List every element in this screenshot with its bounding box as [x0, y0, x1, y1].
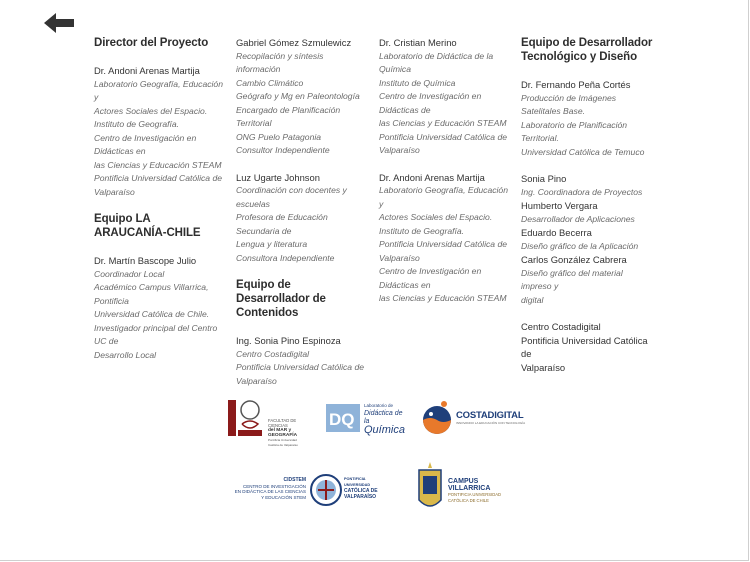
- person-role: Coordinación con docentes y escuelas: [236, 185, 347, 209]
- person-name: Luz Ugarte Johnson: [236, 171, 320, 183]
- person-role: Desarrollo Local: [94, 349, 157, 360]
- person-role: Laboratorio Geografía, Educación y: [379, 185, 508, 209]
- person-role: Desarrollador de Aplicaciones: [521, 213, 635, 224]
- person-block: [521, 78, 655, 159]
- person-role: Lengua y literatura: [236, 239, 308, 249]
- person-role: Académico Campus Villarrica, Pontificia: [94, 282, 209, 306]
- person-role: Producción de Imágenes Satelitales Base.: [521, 92, 617, 116]
- org-line: Pontificia Universidad Católica de: [521, 334, 648, 359]
- person-name: Gabriel Gómez Szmulewicz: [236, 37, 352, 48]
- person-role: Diseño gráfico de la Aplicación: [521, 240, 639, 251]
- org-line: Valparaíso: [521, 361, 566, 373]
- person-name: Dr. Andoni Arenas Martija: [379, 171, 485, 183]
- person-role: Instituto de Geografía.: [379, 225, 465, 236]
- cidstem-title: CIDSTEM: [283, 477, 306, 483]
- person-name: Eduardo Becerra: [521, 227, 592, 238]
- person-role: Valparaíso: [236, 375, 277, 386]
- geografia-emblem-icon: [226, 396, 266, 440]
- pucv-line: UNIVERSIDAD: [344, 483, 371, 487]
- logo-campus-villarrica: [416, 460, 520, 518]
- pucv-line: CATÓLICA DE: [344, 488, 378, 494]
- person-role: Actores Sociales del Espacio.: [94, 105, 208, 116]
- person-role: Centro de Investigación en Didácticas en: [379, 266, 482, 290]
- person-role: Laboratorio Geografía, Educación y: [94, 78, 223, 102]
- cidstem-line: Y EDUCACIÓN STEM: [261, 494, 306, 500]
- credits-column-2: [236, 36, 366, 401]
- person-role: Encargado de Planificación Territorial: [236, 104, 341, 128]
- person-role: Pontificia Universidad Católica de: [379, 131, 508, 142]
- villarrica-line: CATÓLICA DE CHILE: [448, 497, 489, 503]
- person-role: Diseño gráfico del material impreso y: [521, 267, 623, 291]
- geo-line: del MAR y GEOGRAFÍA: [268, 428, 298, 438]
- logo-costadigital: [422, 398, 528, 442]
- costadigital-globe-icon: [422, 398, 454, 440]
- person-role: Universidad Católica de Temuco: [521, 146, 645, 157]
- cidstem-line: EN DIDÁCTICA DE LAS CIENCIAS: [234, 489, 306, 494]
- person-name: Carlos González Cabrera: [521, 254, 627, 265]
- person-name: Dr. Cristian Merino: [379, 37, 457, 48]
- person-role: las Ciencias y Educación STEAM: [379, 293, 507, 303]
- person-role: Pontificia Universidad Católica de: [379, 239, 508, 249]
- geo-line: Pontificia Universidad Católica de Valparaíso: [268, 438, 298, 447]
- person-role: Centro Costadigital: [236, 348, 310, 359]
- person-role: Laboratorio de Didáctica de la Química: [379, 50, 494, 74]
- person-role: Instituto de Química: [379, 77, 456, 88]
- person-role: Actores Sociales del Espacio.: [379, 212, 493, 222]
- section-title-contenidos: Equipo de Desarrollador de Contenidos: [236, 279, 326, 319]
- section-title-director: Director del Proyecto: [94, 37, 209, 49]
- svg-text:DQ: DQ: [329, 410, 355, 429]
- person-block: [379, 36, 513, 158]
- person-role: Investigador principal del Centro UC de: [94, 322, 218, 346]
- villarrica-line: PONTIFICIA UNIVERSIDAD: [448, 492, 502, 497]
- person-role: Geógrafo y Mg en Paleontología: [236, 91, 360, 101]
- costadigital-name: COSTADIGITAL: [456, 410, 524, 421]
- logo-cidstem-pucv: [232, 462, 382, 518]
- person-block: [94, 64, 224, 199]
- person-role: las Ciencias y Educación STEAM: [379, 118, 507, 128]
- person-role: Cambio Climático: [236, 77, 304, 88]
- person-block: [94, 254, 224, 362]
- person-role: Recopilación y síntesis información: [236, 50, 324, 74]
- person-block: [236, 334, 366, 388]
- credits-column-3: [379, 36, 513, 319]
- quimica-dq-icon: [326, 400, 362, 436]
- person-role: Centro de Investigación en Didácticas de: [379, 91, 482, 115]
- costadigital-tagline: INNOVANDO LA EDUCACIÓN CON TECNOLOGÍA: [456, 421, 526, 425]
- quimica-line: Laboratorio de: [364, 403, 394, 408]
- person-role: Coordinador Local: [94, 268, 165, 279]
- person-name: Dr. Andoni Arenas Martija: [94, 65, 200, 76]
- person-role: Pontificia Universidad Católica de: [94, 173, 223, 183]
- person-role: Laboratorio de Planificación Territorial.: [521, 119, 628, 143]
- quimica-line: Química: [364, 424, 405, 436]
- person-name: Dr. Martín Bascope Julio: [94, 255, 197, 266]
- org-line: Centro Costadigital: [521, 321, 601, 332]
- pucv-line: VALPARAÍSO: [344, 494, 377, 500]
- credits-column-4: [521, 36, 655, 387]
- logo-quimica: [326, 400, 406, 440]
- geo-line: FACULTAD DE CIENCIAS: [268, 418, 297, 428]
- section-title-araucania: Equipo LA ARAUCANÍA-CHILE: [94, 213, 201, 239]
- person-role: ONG Puelo Patagonia: [236, 131, 322, 142]
- credits-column-1: [94, 36, 224, 375]
- person-block: [236, 171, 366, 266]
- person-name: Ing. Sonia Pino Espinoza: [236, 335, 341, 346]
- person-role: Instituto de Geografía.: [94, 119, 180, 129]
- pucv-line: PONTIFICIA: [344, 477, 366, 481]
- pucv-crest-icon: [310, 464, 342, 516]
- person-name: Dr. Fernando Peña Cortés: [521, 79, 631, 90]
- back-arrow-icon[interactable]: [44, 12, 74, 34]
- person-role: Profesora de Educación Secundaria de: [236, 212, 328, 236]
- person-name: Sonia Pino: [521, 173, 567, 184]
- person-role: Consultor Independiente: [236, 145, 330, 155]
- person-role: Consultora Independiente: [236, 252, 335, 263]
- person-block: [521, 172, 655, 307]
- person-block: [236, 36, 366, 158]
- org-block: [521, 320, 655, 374]
- person-block: [379, 171, 513, 306]
- cidstem-line: CENTRO DE INVESTIGACIÓN: [242, 483, 306, 489]
- person-role: Universidad Católica de Chile.: [94, 309, 210, 319]
- quimica-line: Didáctica de la: [364, 410, 403, 425]
- person-role: las Ciencias y Educación STEAM: [94, 159, 222, 170]
- person-name: Humberto Vergara: [521, 200, 598, 211]
- logo-geografia: [226, 396, 308, 447]
- villarrica-name: CAMPUS VILLARRICA: [448, 478, 491, 492]
- person-role: Valparaíso: [94, 186, 135, 197]
- person-role: Pontificia Universidad Católica de: [236, 362, 365, 372]
- section-title-tecnologico: Equipo de Desarrollador Tecnológico y Diseño: [521, 37, 653, 63]
- person-role: Centro de Investigación en Didácticas en: [94, 132, 197, 156]
- person-role: digital: [521, 294, 544, 305]
- person-role: Ing. Coordinadora de Proyectos: [521, 186, 643, 197]
- villarrica-crest-icon: [416, 460, 444, 518]
- person-role: Valparaíso: [379, 252, 420, 263]
- person-role: Valparaíso: [379, 145, 420, 155]
